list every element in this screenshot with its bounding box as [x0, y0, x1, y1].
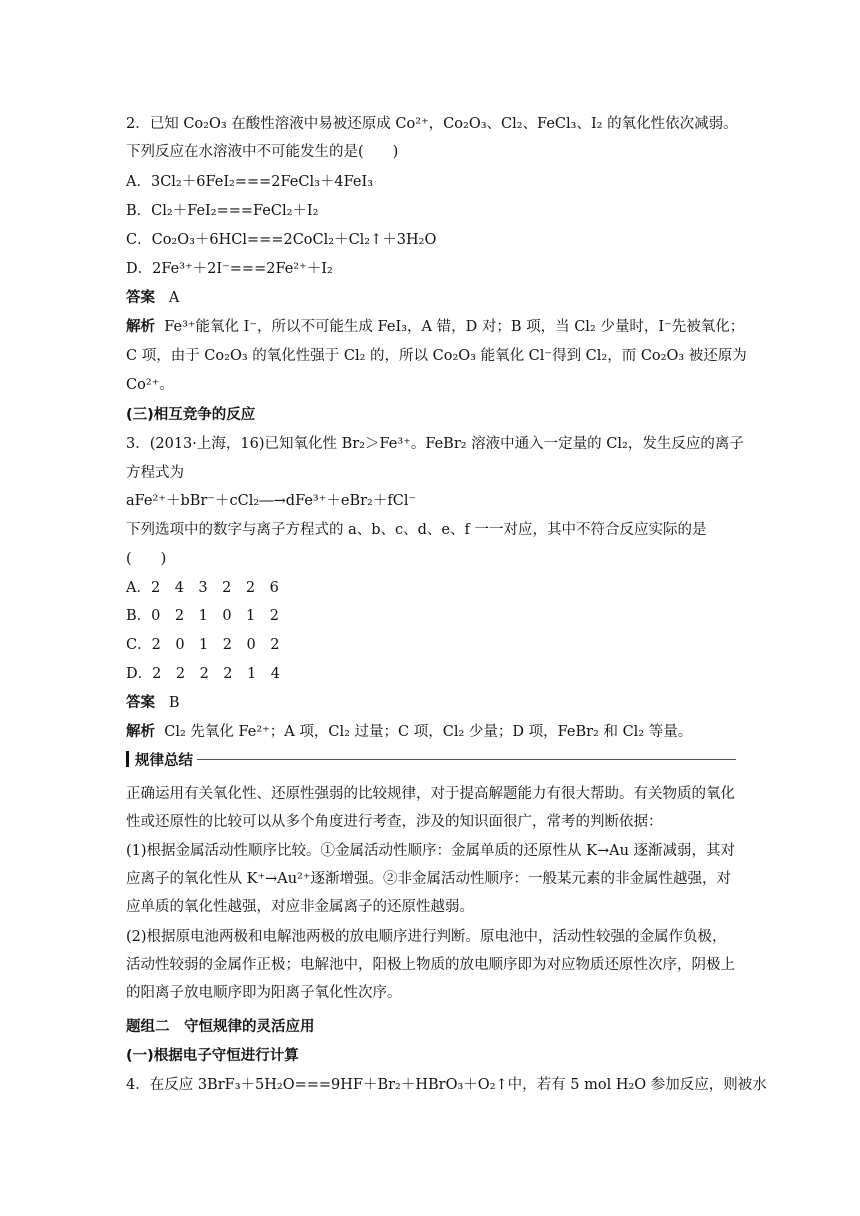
q3-stem-line3: 下列选项中的数字与离子方程式的 a、b、c、d、e、f 一一对应，其中不符合反应实际的是	[126, 522, 707, 538]
summary-header-bar	[126, 751, 129, 767]
summary-paragraph-1: 正确运用有关氧化性、还原性强弱的比较规律，对于提高解题能力有很大帮助。有关物质的氧化性或还原性的比较可以从多个角度进行考查，涉及的知识面很广，常考的判断依据：	[126, 786, 735, 830]
q3-stem-line2: 方程式为	[126, 465, 184, 481]
q3-stem-line4: ( )	[126, 551, 167, 567]
q3-stem-line1: 3．(2013·上海，16)已知氧化性 Br₂＞Fe³⁺。FeBr₂ 溶液中通入一定量的 Cl₂，发生反应的离子	[126, 436, 744, 452]
summary-header-rule	[197, 759, 736, 760]
section-electron-conservation: (一)根据电子守恒进行计算	[126, 1048, 299, 1064]
q2-option-d: D．2Fe³⁺＋2I⁻===2Fe²⁺＋I₂	[126, 261, 333, 277]
group2-title: 题组二 守恒规律的灵活应用	[126, 1019, 315, 1035]
summary-paragraph-3: (2)根据原电池两极和电解池两极的放电顺序进行判断。原电池中，活动性较强的金属作负极，活动性较弱的金属作正极；电解池中，阳极上物质的放电顺序即为对应物质还原性次序，阴极上的阳离子放电顺序即为阳离子氧化性次序。	[126, 929, 735, 1001]
q3-answer-value: B	[168, 695, 180, 711]
q2-analysis-text1: Fe³⁺能氧化 I⁻，所以不可能生成 FeI₃，A 错，D 对；B 项，当 Cl₂ 少量时，I⁻先被氧化；	[164, 319, 745, 335]
q4-stem-line1: 4．在反应 3BrF₃＋5H₂O===9HF＋Br₂＋HBrO₃＋O₂↑中，若有 5 mol H₂O 参加反应，则被水	[126, 1077, 767, 1093]
q3-analysis-text: Cl₂ 先氧化 Fe²⁺；A 项，Cl₂ 过量；C 项，Cl₂ 少量；D 项，FeBr₂ 和 Cl₂ 等量。	[164, 724, 693, 740]
q3-equation: aFe²⁺＋bBr⁻＋cCl₂―→dFe³⁺＋eBr₂＋fCl⁻	[126, 493, 417, 509]
q3-option-b: B．0 2 1 0 1 2	[126, 608, 280, 624]
q2-stem-line1: 2．已知 Co₂O₃ 在酸性溶液中易被还原成 Co²⁺，Co₂O₃、Cl₂、FeCl₃、I₂ 的氧化性依次减弱。	[126, 116, 738, 132]
q3-option-c: C．2 0 1 2 0 2	[126, 637, 280, 653]
q2-analysis-line3: Co²⁺。	[126, 377, 174, 393]
q2-answer-label: 答案	[126, 290, 155, 306]
q3-option-d: D．2 2 2 2 1 4	[126, 666, 280, 682]
q3-option-a: A．2 4 3 2 2 6	[126, 580, 279, 596]
q2-option-b: B．Cl₂＋FeI₂===FeCl₂＋I₂	[126, 203, 319, 219]
summary-header	[126, 748, 736, 770]
q2-stem-line2: 下列反应在水溶液中不可能发生的是( )	[126, 144, 399, 160]
q2-analysis-line2: C 项，由于 Co₂O₃ 的氧化性强于 Cl₂ 的，所以 Co₂O₃ 能氧化 Cl⁻得到 Cl₂，而 Co₂O₃ 被还原为	[126, 348, 747, 364]
summary-title: 规律总结	[135, 752, 193, 769]
q2-option-a: A．3Cl₂＋6FeI₂===2FeCl₃＋4FeI₃	[126, 174, 374, 190]
q3-analysis-label: 解析	[126, 724, 155, 740]
q3-answer	[126, 693, 179, 713]
q2-answer-value: A	[168, 290, 180, 306]
section-competing-reactions: (三)相互竞争的反应	[126, 407, 256, 423]
q3-analysis	[126, 722, 692, 742]
summary-paragraph-2: (1)根据金属活动性顺序比较。①金属活动性顺序：金属单质的还原性从 K→Au 逐渐减弱，其对应离子的氧化性从 K⁺→Au²⁺逐渐增强。②非金属活动性顺序：一般某元素的非金属性越强，对应单质的氧化性越强，对应非金属离子的还原性越弱。	[126, 843, 736, 915]
q2-analysis-line1	[126, 317, 744, 337]
q3-answer-label: 答案	[126, 695, 155, 711]
q2-answer	[126, 288, 179, 308]
q2-analysis-label: 解析	[126, 319, 155, 335]
q2-option-c: C．Co₂O₃＋6HCl===2CoCl₂＋Cl₂↑＋3H₂O	[126, 232, 437, 248]
